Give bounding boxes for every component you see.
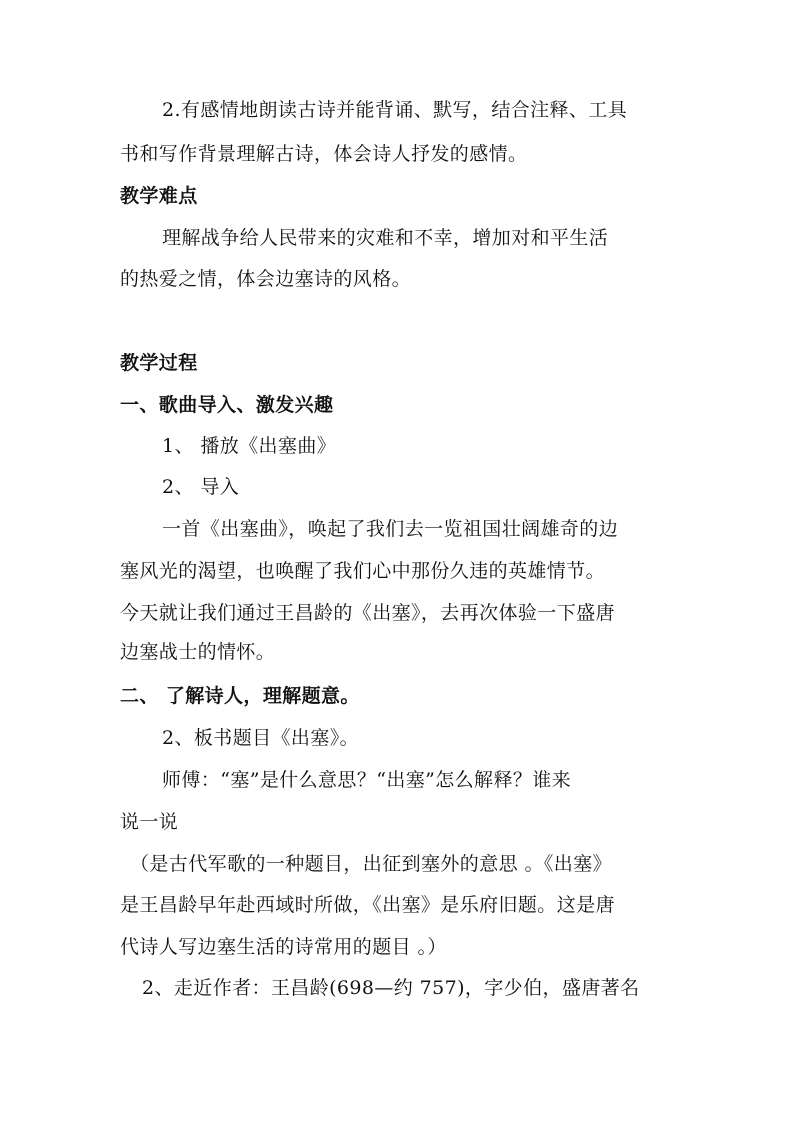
teacher-question-line-2: 说一说 xyxy=(120,811,179,833)
author-intro-line: 2、走近作者：王昌龄(698—约 757)，字少伯，盛唐著名 xyxy=(142,977,640,999)
heading-teaching-process: 教学过程 xyxy=(120,352,198,374)
intro-paragraph-line-3: 今天就让我们通过王昌龄的《出塞》，去再次体验一下盛唐 xyxy=(120,602,615,624)
explanation-line-2: 是王昌龄早年赴西域时所做，《出塞》是乐府旧题。这是唐 xyxy=(120,894,615,916)
explanation-line-3: 代诗人写边塞生活的诗常用的题目 。） xyxy=(120,936,447,958)
difficulty-line-1: 理解战争给人民带来的灾难和不幸，增加对和平生活 xyxy=(162,227,609,249)
section-one-heading: 一、歌曲导入、激发兴趣 xyxy=(120,394,334,416)
intro-paragraph-line-1: 一首《出塞曲》，唤起了我们去一览祖国壮阔雄奇的边 xyxy=(162,518,619,540)
step-1-play-song: 1、 播放《出塞曲》 xyxy=(162,435,337,457)
objective-2-line-1: 2.有感情地朗读古诗并能背诵、默写，结合注释、工具 xyxy=(162,99,628,121)
explanation-line-1: （是古代军歌的一种题目，出征到塞外的意思 。《出塞》 xyxy=(130,853,612,875)
heading-teaching-difficulty: 教学难点 xyxy=(120,185,198,207)
difficulty-line-2: 的热爱之情，体会边塞诗的风格。 xyxy=(120,268,412,290)
step-2-introduction: 2、 导入 xyxy=(162,476,240,498)
teacher-question-line-1: 师傅：“塞”是什么意思？“出塞”怎么解释？谁来 xyxy=(162,769,572,791)
section-two-heading: 二、 了解诗人，理解题意。 xyxy=(120,685,360,707)
objective-2-line-2: 书和写作背景理解古诗，体会诗人抒发的感情。 xyxy=(120,143,528,165)
intro-paragraph-line-4: 边塞战士的情怀。 xyxy=(120,641,276,663)
intro-paragraph-line-2: 塞风光的渴望，也唤醒了我们心中那份久违的英雄情节。 xyxy=(120,560,606,582)
board-title-line: 2、板书题目《出塞》。 xyxy=(162,727,359,749)
